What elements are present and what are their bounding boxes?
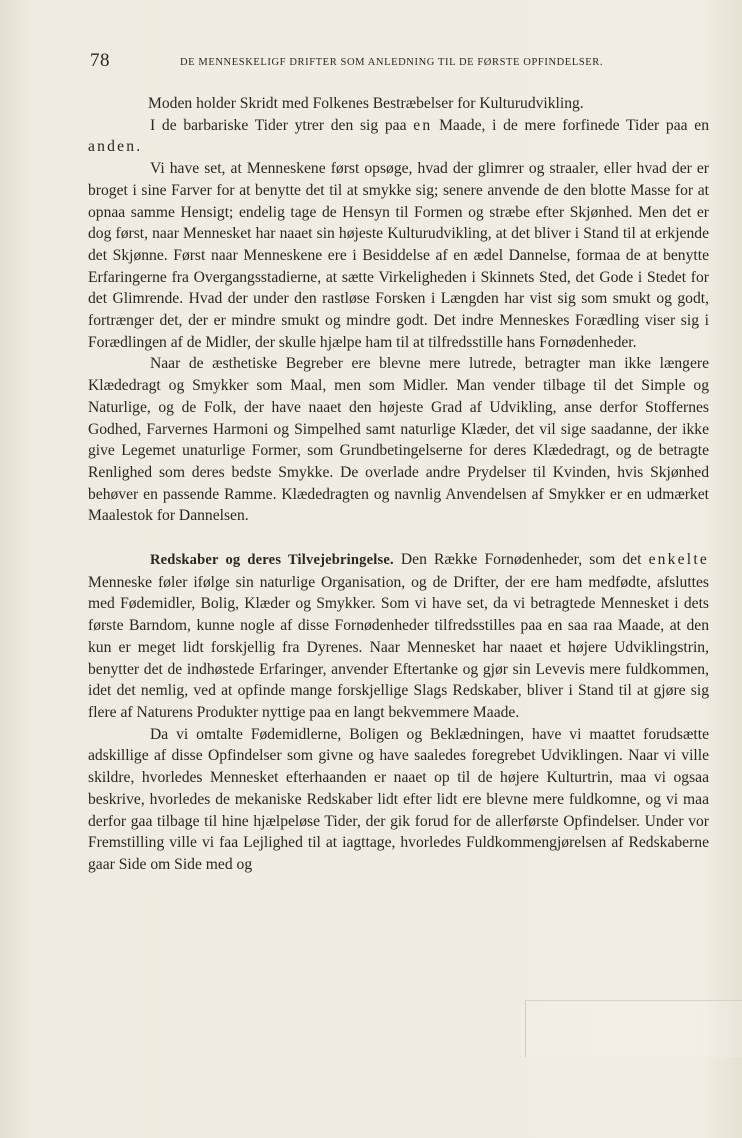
text-run: Menneske føler ifølge sin naturlige Organisation, og de Drifter, der ere ham medfødte, afsluttes med Fødemidler, Bolig, Klæder og Smykker. Som vi have set, da vi betragtede Mennesket i dets første Barndom, kunne nogle af disse Fornødenheder tilfredsstilles paa en saa raa Maade, at den kun er meget lidt forskjellig fra Dyrenes. Naar Mennesket har naaet et højere Udviklingstrin, benytter det de indhøstede Erfaringer, anvender Eftertanke og gjør sin Levevis mere fuldkommen, idet det nemlig, ved at opfinde mange forskjellige Slags Redskaber, bliver i Stand til at gjøre sig flere af Naturens Produkter nyttige paa en langt bekvemmere Maade.	[88, 573, 709, 721]
paragraph-aesthetics: Naar de æsthetiske Begreber ere blevne mere lutrede, betragter man ikke længere Klædedragt og Smykker som Maal, men som Midler. Man vender tilbage til det Simple og Naturlige, og de Folk, der have naaet den højeste Grad af Udvikling, anse derfor Stoffernes Godhed, Farvernes Harmoni og Simpelhed samt naturlige Klæder, det vil sige saadanne, der ikke give Legemet unaturlige Former, som Grundbetingelserne for deres Klædedragt, og de betragte Renlighed som deres bedste Smykke. De overlade andre Prydelser til Kvinden, hvis Skjønhed behøver en passende Ramme. Klædedragten og navnlig Anvendelsen af Smykker er en udmærket Maalestok for Dannelsen.	[88, 355, 709, 525]
paragraph-inventions: Da vi omtalte Fødemidlerne, Boligen og Beklædningen, have vi maattet forudsætte adskillige af disse Opfindelser som givne og have saaledes foregrebet Udviklingen. Naar vi ville skildre, hvorledes Mennesket efterhaanden er naaet op til de højere Kulturtrin, maa vi ogsaa beskrive, hvorledes de mekaniske Redskaber lidt efter lidt ere blevne mere fuldkomne, og vi maa derfor gaa tilbage til hine hjælpeløse Tider, der gik forud for de allerførste Opfindelser. Under vor Fremstilling ville vi faa Lejlighed til at iagttage, hvorledes Fuldkommengjørelsen af Redskaberne gaar Side om Side med og	[88, 725, 709, 873]
emphasis-en: en	[413, 116, 433, 134]
running-head: DE MENNESKELIGF DRIFTER SOM ANLEDNING TIL DE FØRSTE OPFINDELSER.	[180, 57, 604, 68]
text-run: .	[136, 138, 141, 156]
text-run: Maade, i de mere forfinede Tider paa en	[432, 116, 709, 134]
text-run: I de barbariske Tider ytrer den sig paa	[150, 116, 414, 134]
paragraph-fashion: Moden holder Skridt med Folkenes Bestræbelser for Kulturudvikling.	[148, 95, 584, 112]
emphasis-enkelte: enkelte	[648, 551, 709, 569]
text-run: Den Række Fornødenheder, som det	[393, 551, 649, 569]
paragraph-tools	[88, 549, 709, 724]
page-header	[90, 50, 650, 76]
section-heading: Redskaber og deres Tilvejebringelse.	[150, 552, 394, 569]
paragraph-beauty: Vi have set, at Menneskene først opsøge, hvad der glimrer og straaler, eller hvad der er broget i sine Farver for at benytte det til at smykke sig; senere anvende de den blotte Masse for at opnaa samme Hensigt; endelig tage de Hensyn til Formen og stræbe efter Skjønhed. Men det er dog først, naar Mennesket har naaet sin højeste Kulturudvikling, at det bliver i Stand til at erkjende det Skjønne. Først naar Menneskene ere i Besiddelse af en ædel Dannelse, formaa de at benytte Erfaringerne fra Overgangsstadierne, at sætte Virkeligheden i Skinnets Sted, det Gode i Stedet for det Glimrende. Hvad der under den rastløse Forsken i Længden har vist sig som smukt og godt, fortrænger det, der er mindre smukt og mindre godt. Det indre Menneskes Forædling viser sig i Forædlingen af de Midler, der skulle hjælpe ham til at tilfredsstille hans Fornødenheder.	[88, 160, 709, 351]
emphasis-anden: anden	[88, 138, 137, 156]
paper-crease	[525, 1000, 742, 1057]
body-text	[88, 93, 709, 876]
paragraph-barbaric-times	[88, 115, 709, 158]
page-number: 78	[90, 50, 110, 71]
